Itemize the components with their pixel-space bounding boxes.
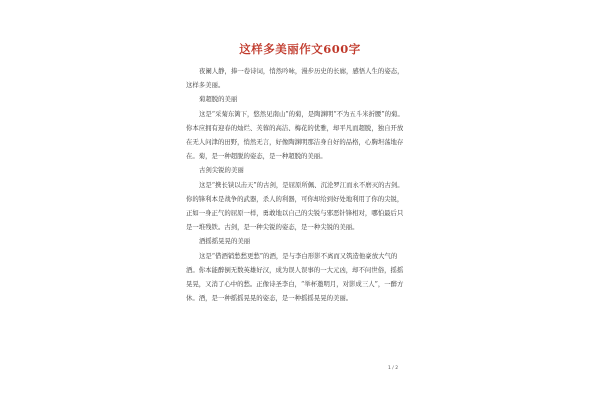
section-heading-chrysanthemum: 菊超脱的美丽 xyxy=(199,95,238,104)
section-body-wine: 这是“借酒销愁愁更愁”的酒，是与李白形影不离而又筑造他豪放大气的酒。你本能醉倒无数英雄好汉，成为误人误事的一大元凶，却不问世俗，摇摇晃晃，又消了心中的愁。正像诗圣李白，“举杯邀明月，对影成三人”，一醉方休。酒，是一种摇摇晃晃的姿态，是一种摇摇晃晃的美丽。 xyxy=(186,251,404,303)
section-body-sword: 这是“携长铗以击天”的古剑，是屈原所佩、沉沦罗江而永不磨灭的古剑。你的锋利本是战争的武器，杀人的利器，可你却给到好处地利用了你的尖锐，正如一身正气的屈原一样，勇敢地以自己的尖锐与邪恶针锋相对，哪怕最后只是一堆残铁。古剑，是一种尖锐的姿态，是一种尖锐的美丽。 xyxy=(186,180,404,232)
intro-paragraph: 夜阑人静，捧一卷诗词，悄然吟咏，漫步历史的长廊，感悟人生的姿态，这样多美丽。 xyxy=(186,67,404,90)
article-body xyxy=(186,64,406,305)
section-body-chrysanthemum: 这是“采菊东篱下，悠然见南山”的菊，是陶渊明“不为五斗米折腰”的菊。你本应拥有迎春的灿烂、芙蓉的高洁、梅花的优雅，却平凡而超脱，独自开放在无人问津的田野，悄然无言，好像陶渊明那洁身自好的品格，心胸坦荡地存在。菊，是一种超脱的姿态，是一种超脱的美丽。 xyxy=(186,109,404,161)
section-heading-wine: 酒摇摇晃晃的美丽 xyxy=(199,237,251,246)
page-number: 1 / 2 xyxy=(388,366,399,371)
page-title: 这样多美丽作文600字 xyxy=(239,42,361,56)
section-heading-sword: 古剑尖锐的美丽 xyxy=(199,166,244,175)
